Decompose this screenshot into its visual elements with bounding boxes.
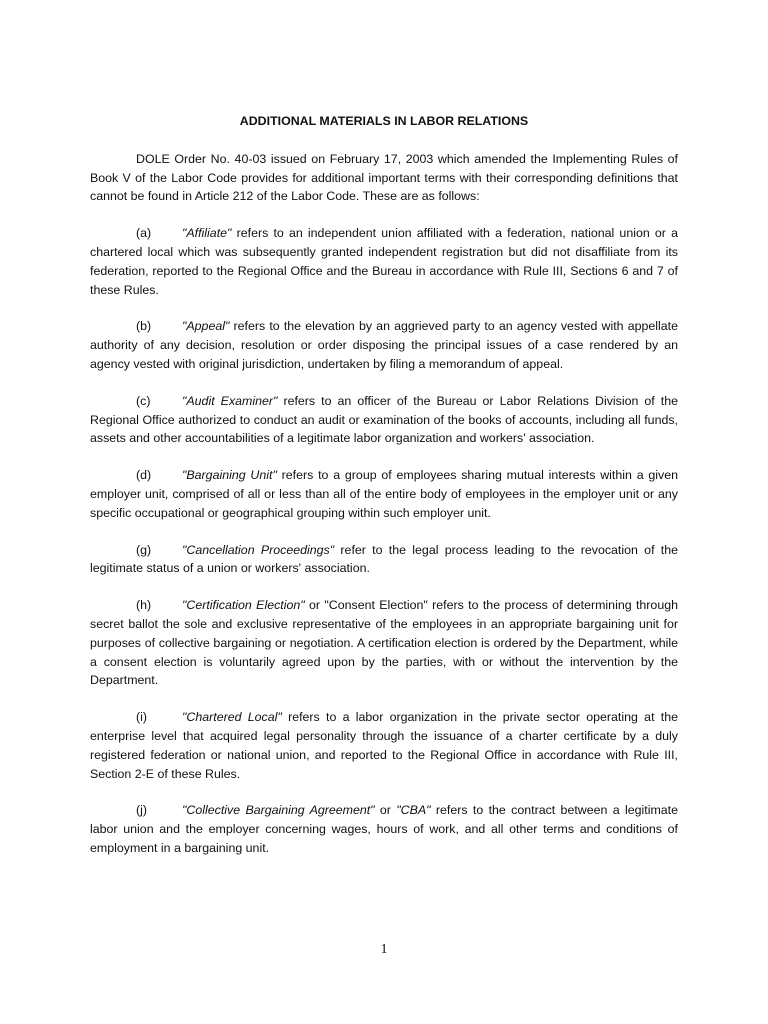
definition-item [90, 541, 678, 579]
definition-label: (b) [136, 319, 152, 334]
definition-text: refers to the contract between a legitimate labor union and the employer concerning wages, hours of work, and all other terms and conditions of employment in a bargaining unit. [90, 803, 678, 855]
definition-term-alt: "CBA" [396, 803, 431, 818]
definition-term: "Chartered Local" [182, 710, 282, 725]
definition-term: "Collective Bargaining Agreement" [182, 803, 375, 818]
definition-item [90, 708, 678, 783]
document-title: ADDITIONAL MATERIALS IN LABOR RELATIONS [239, 114, 529, 128]
definition-term: "Cancellation Proceedings" [182, 542, 335, 557]
definition-term: "Bargaining Unit" [182, 468, 277, 483]
page-number: 1 [380, 942, 388, 957]
definition-label: (c) [136, 393, 151, 408]
definition-text: refers to a labor organization in the private sector operating at the enterprise level that acquired legal personality through the issuance of a charter certificate by a duly registered federation or national union, and reported to the Regional Office in accordance with Rule III, Section 2-E of these Rules. [90, 710, 678, 781]
definition-label: (a) [136, 226, 152, 241]
definition-connector: or [374, 803, 397, 818]
definition-label: (j) [136, 803, 148, 818]
definition-item [90, 466, 678, 522]
definition-text: refers to the elevation by an aggrieved party to an agency vested with appellate authority of any decision, resolution or order disposing the principal issues of a case rendered by an agency vested with original jurisdiction, undertaken by filing a memorandum of appeal. [90, 319, 678, 371]
definition-term: "Affiliate" [182, 226, 232, 241]
definition-item [90, 224, 678, 299]
definition-label: (i) [136, 710, 148, 725]
definition-label: (d) [136, 468, 152, 483]
definition-text: refers to a group of employees sharing mutual interests within a given employer unit, comprised of all or less than all of the entire body of employees in the employer unit or any specific occupational or geographical grouping within such employer unit. [90, 468, 678, 520]
definition-item [90, 801, 678, 857]
definition-connector: or "Consent Election" [304, 598, 428, 613]
definition-item [90, 596, 678, 690]
definition-label: (g) [136, 542, 152, 557]
document-page [90, 112, 678, 876]
definition-text: refers to an officer of the Bureau or Labor Relations Division of the Regional Office authorized to conduct an audit or examination of the books of accounts, including all funds, assets and other accountabilities of a legitimate labor organization and workers' association. [90, 393, 678, 446]
definition-text: refers to the process of determining through secret ballot the sole and exclusive representative of the employees in an appropriate bargaining unit for purposes of collective bargaining or negotiation. A certification election is ordered by the Department, while a consent election is voluntarily agreed upon by the parties, with or without the intervention by the Department. [90, 598, 678, 688]
definition-label: (h) [136, 598, 152, 613]
definition-text: refer to the legal process leading to the revocation of the legitimate status of a union or workers' association. [90, 542, 679, 576]
definition-term: "Certification Election" [182, 598, 305, 613]
intro-paragraph: DOLE Order No. 40-03 issued on February 17, 2003 which amended the Implementing Rules of Book V of the Labor Code provides for additional important terms with their corresponding definitions that cannot be found in Article 212 of the Labor Code. These are as follows: [90, 151, 678, 204]
definition-item [90, 317, 678, 373]
definition-term: "Appeal" [182, 319, 230, 334]
definition-text: refers to an independent union affiliated with a federation, national union or a chartered local which was subsequently granted independent registration but did not disaffiliate from its federation, reported to the Regional Office and the Bureau in accordance with Rule III, Sections 6 and 7 of these Rules. [90, 226, 678, 297]
definition-term: "Audit Examiner" [182, 393, 278, 408]
definition-item [90, 392, 678, 448]
